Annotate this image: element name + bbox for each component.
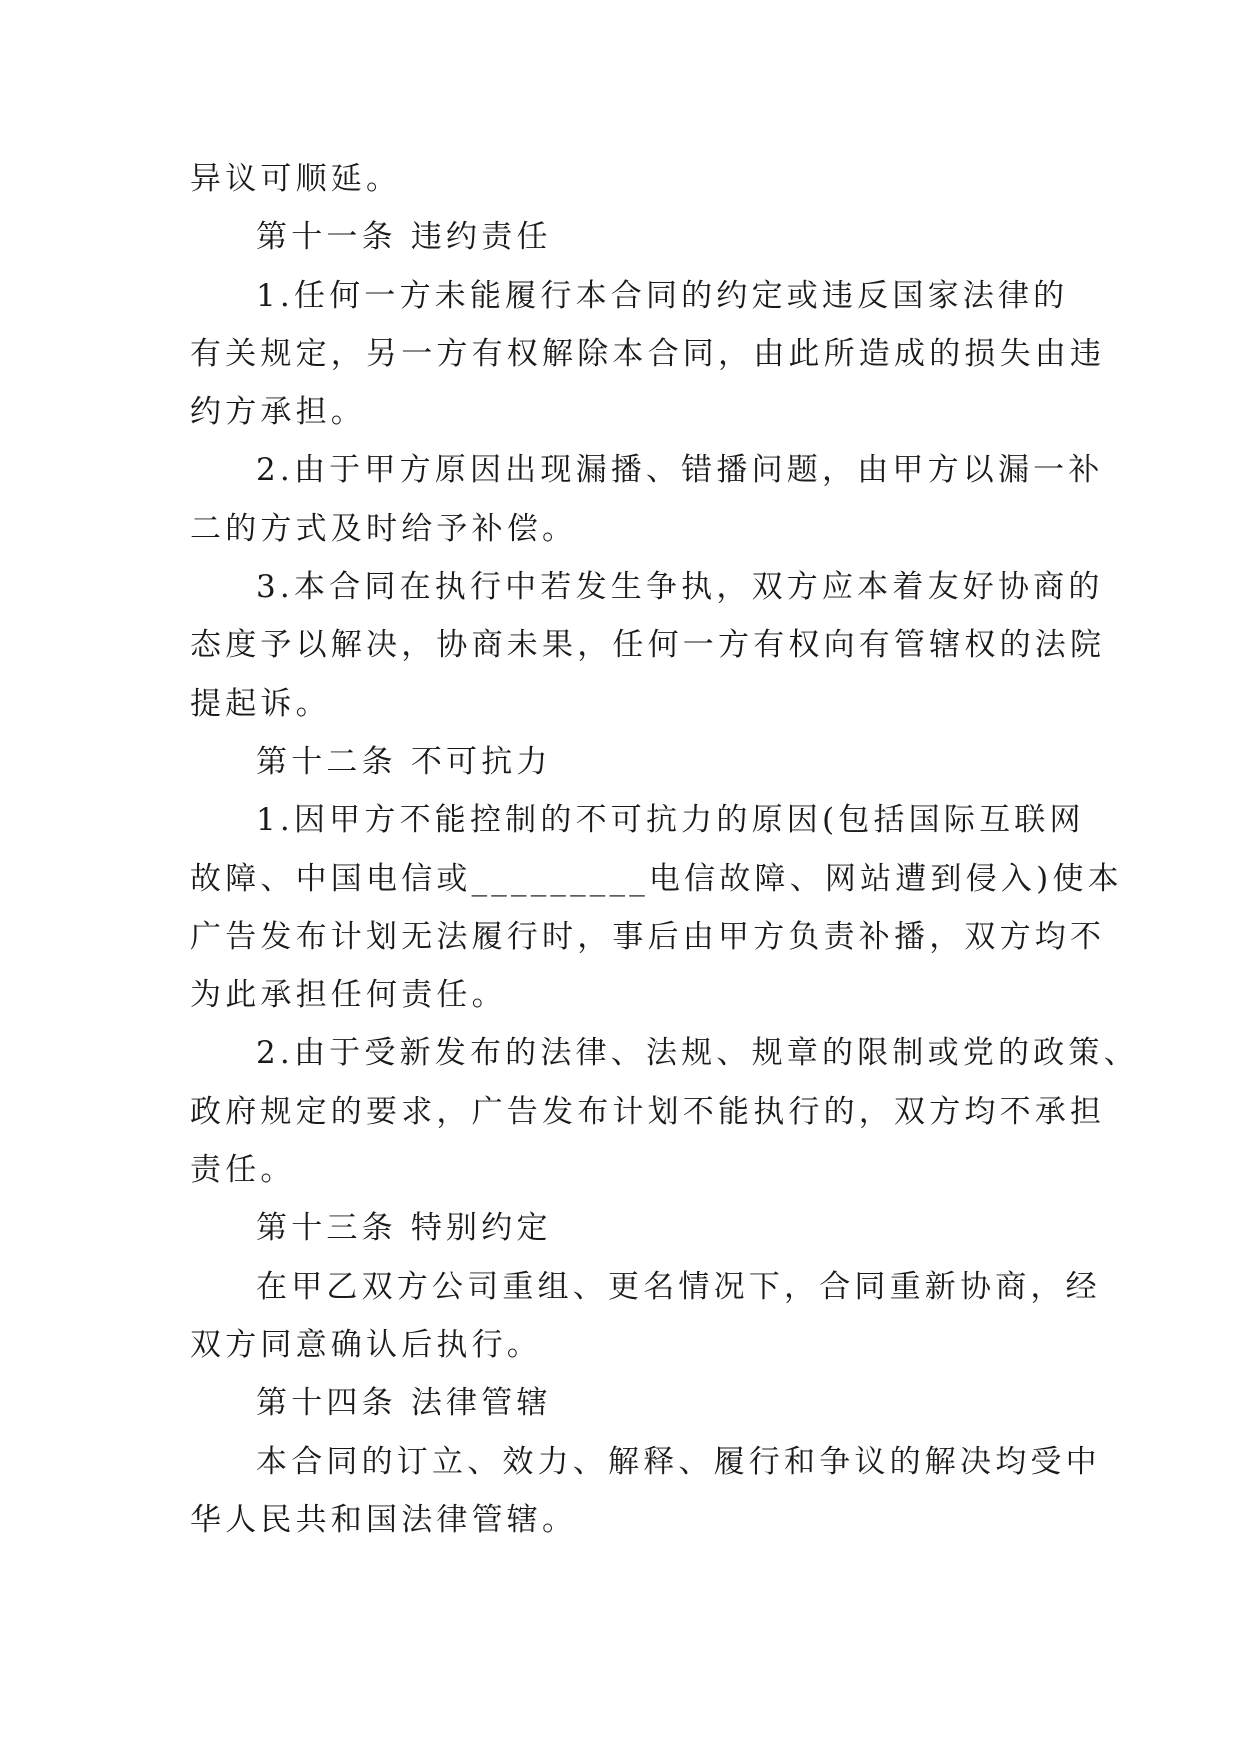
- paragraph-line: 异议可顺延。: [190, 161, 402, 197]
- paragraph-line: 态度予以解决，协商未果，任何一方有权向有管辖权的法院: [190, 627, 1106, 664]
- paragraph-line: 为此承担任何责任。: [190, 977, 507, 1014]
- article-11-heading: 第十一条 违约责任: [256, 219, 552, 256]
- paragraph-line: 提起诉。: [190, 685, 331, 722]
- article-12-heading: 第十二条 不可抗力: [256, 743, 552, 780]
- paragraph-line: 有关规定，另一方有权解除本合同，由此所造成的损失由违: [190, 335, 1106, 372]
- paragraph-line: 双方同意确认后执行。: [190, 1326, 542, 1363]
- paragraph-line: 约方承担。: [190, 394, 366, 431]
- paragraph-line: 华人民共和国法律管辖。: [190, 1501, 578, 1538]
- article-14-heading: 第十四条 法律管辖: [256, 1385, 552, 1422]
- paragraph-line: 政府规定的要求，广告发布计划不能执行的，双方均不承担: [190, 1093, 1106, 1130]
- paragraph-line: 责任。: [190, 1152, 296, 1189]
- document-page: [190, 150, 1139, 1549]
- paragraph-line: 2.由于甲方原因出现漏播、错播问题，由甲方以漏一补: [256, 452, 1104, 489]
- article-13-heading: 第十三条 特别约定: [256, 1210, 552, 1247]
- paragraph-line: 1.任何一方未能履行本合同的约定或违反国家法律的: [256, 277, 1069, 314]
- paragraph-line: 本合同的订立、效力、解释、履行和争议的解决均受中: [256, 1443, 1101, 1480]
- paragraph-line: 二的方式及时给予补偿。: [190, 510, 578, 547]
- paragraph-line: 在甲乙双方公司重组、更名情况下，合同重新协商，经: [256, 1268, 1101, 1305]
- paragraph-line-with-blank: 故障、中国电信或_________电信故障、网站遭到侵入)使本: [190, 860, 1123, 897]
- paragraph-line: 1.因甲方不能控制的不可抗力的原因(包括国际互联网: [256, 802, 1085, 839]
- paragraph-line: 广告发布计划无法履行时，事后由甲方负责补播，双方均不: [190, 918, 1106, 955]
- paragraph-line: 3.本合同在执行中若发生争执，双方应本着友好协商的: [256, 569, 1104, 606]
- paragraph-line: 2.由于受新发布的法律、法规、规章的限制或党的政策、: [256, 1035, 1139, 1072]
